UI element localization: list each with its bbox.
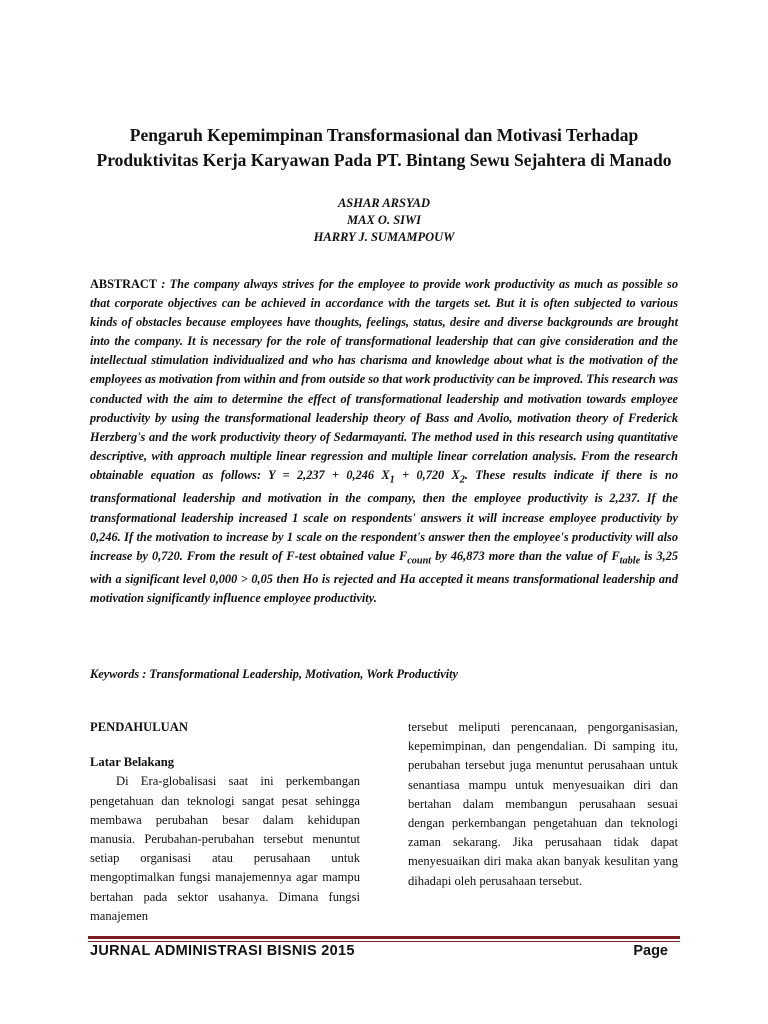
f-table-symbol: F <box>611 548 620 563</box>
f-count-symbol: F <box>399 548 408 563</box>
author-name: HARRY J. SUMAMPOUW <box>313 230 455 244</box>
body-column-left <box>90 718 360 926</box>
abstract-equation-mid: + 0,720 <box>394 467 452 482</box>
author-name: ASHAR ARSYAD <box>337 196 431 210</box>
body-column-right <box>408 718 678 891</box>
variable-x1: X <box>381 467 390 482</box>
abstract-label: ABSTRACT <box>90 277 157 291</box>
footer-journal-name: JURNAL ADMINISTRASI BISNIS 2015 <box>90 943 355 959</box>
variable-x2: X <box>451 467 460 482</box>
title-line-2: Produktivitas Kerja Karyawan Pada PT. Bintang Sewu Sejahtera di Manado <box>96 150 672 170</box>
f-table-subscript: table <box>619 555 641 567</box>
variable-x1-subscript: 1 <box>389 474 395 486</box>
author-name: MAX O. SIWI <box>347 213 421 227</box>
footer-page-label: Page <box>633 943 668 959</box>
body-paragraph: Di Era-globalisasi saat ini perkembangan pengetahuan dan teknologi sangat pesat sehingga membawa perubahan besar dalam kehidupan manusia. Perubahan-perubahan tersebut menuntut setiap organisasi atau perusahaan untuk mengoptimalkan fungsi manajemennya agar mampu bertahan pada sektor usahanya. Dimana fungsi manajemen <box>90 774 360 923</box>
subsection-heading: Latar Belakang <box>90 755 175 770</box>
paper-title <box>60 123 708 173</box>
title-line-1: Pengaruh Kepemimpinan Transformasional dan Motivasi Terhadap <box>129 125 639 145</box>
abstract-separator: : <box>156 277 170 291</box>
f-count-subscript: count <box>407 555 432 567</box>
keywords: Keywords : Transformational Leadership, Motivation, Work Productivity <box>90 667 459 681</box>
abstract-text-part-1: The company always strives for the employee to provide work productivity as much as possible so that corporate objectives can be achieved in accordance with the targets set. But it is often subjected to various kinds of obstacles because employees have thoughts, feelings, status, desire and diverse backgrounds are brought into the company. It is necessary for the role of transformational leadership that can give consideration and the intellectual stimulation individualized and who has charisma and knowledge about what is the motivation of the employees as motivation from within and from outside so that work productivity can be improved. This research was conducted with the aim to determine the effect of transformational leadership and motivation towards employee productivity by using the transformational leadership theory of Bass and Avolio, motivation theory of Frederick Herzberg's and the work productivity theory of Sedarmayanti. The method used in this research using quantitative descriptive, with approach multiple linear regression and multiple linear correlation analysis. From the research obtainable equation as follows: Y = 2,237 + 0,246 <box>90 277 678 482</box>
footer-rule-thin <box>88 941 680 942</box>
abstract <box>90 275 678 609</box>
body-paragraph: tersebut meliputi perencanaan, pengorganisasian, kepemimpinan, dan pengendalian. Di samping itu, perubahan tersebut juga menuntut perusahaan untuk senantiasa mampu untuk menyesuaikan diri dan bertahan dalam membangun perusahaan sesuai dengan perkembangan pengetahuan dan teknologi zaman sekarang. Jika perusahaan tidak dapat menyesuaikan diri maka akan banyak kesulitan yang dihadapi oleh perusahaan tersebut. <box>408 720 678 888</box>
abstract-text-part-4: is 3,25 with a significant level 0,000 > 0,05 then Ho is rejected and Ha accepted it means transformational leadership and motivation significantly influence employee productivity. <box>90 548 678 606</box>
footer-rule-thick <box>88 936 680 939</box>
author-list <box>60 195 708 246</box>
abstract-text-part-3: by 46,873 more than the value of <box>431 548 612 563</box>
section-heading: PENDAHULUAN <box>90 720 188 734</box>
abstract-text-part-2: . These results indicate if there is no transformational leadership and motivation in the company, then the employee productivity is 2,237. If the transformational leadership increased 1 scale on respondents' answers it will increase employee productivity by 0,246. If the motivation to increase by 1 scale on the respondent's answer then the employee's productivity will also increase by 0,720. From the result of F-test obtained value <box>90 467 678 563</box>
variable-x2-subscript: 2 <box>459 474 465 486</box>
